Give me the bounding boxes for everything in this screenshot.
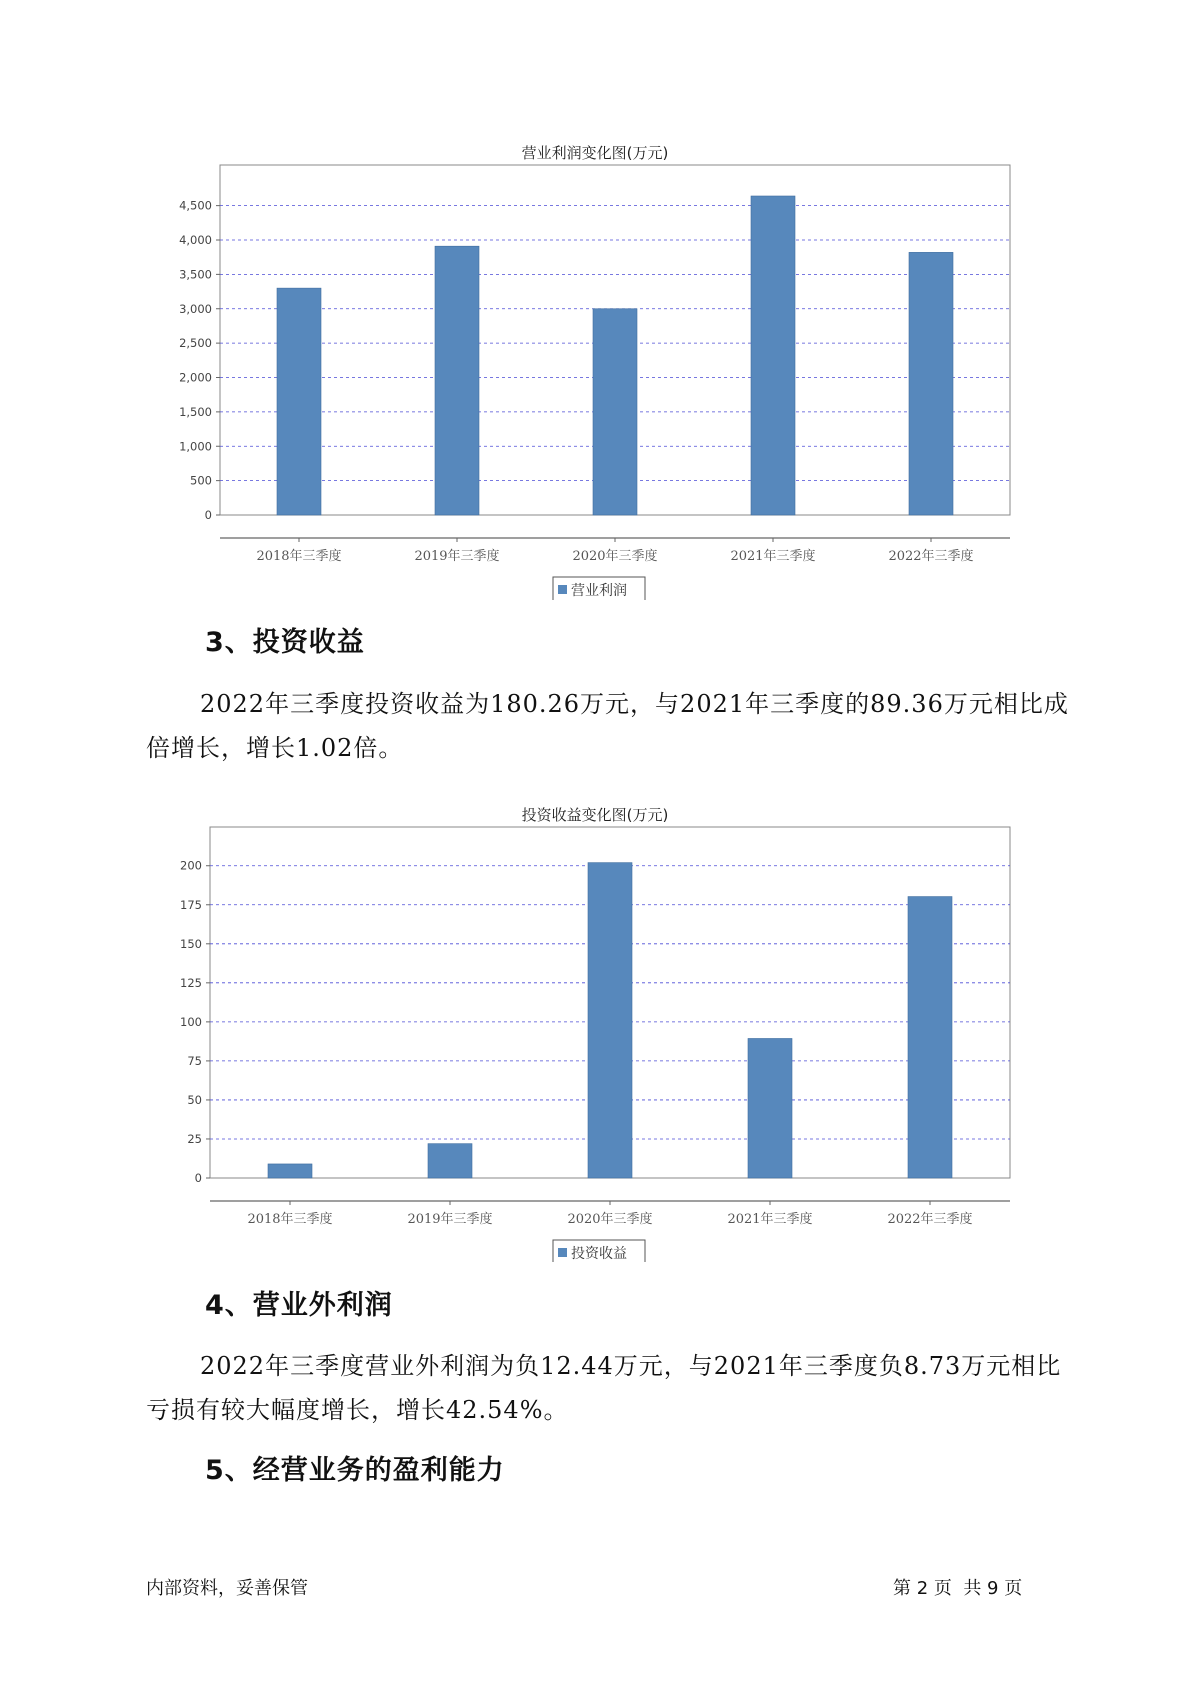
y-tick-label: 500 [190,473,212,488]
y-tick-label: 1,000 [179,439,212,454]
x-tick-label: 2022年三季度 [888,549,974,564]
legend-swatch [558,1248,567,1257]
y-tick-label: 200 [180,858,202,873]
y-tick-label: 1,500 [179,404,212,419]
chart-title: 营业利润变化图(万元) [521,144,669,162]
bar [748,1038,792,1178]
section-3-heading: 3、投资收益 [205,627,365,658]
bar [593,309,637,515]
y-tick-label: 4,000 [179,233,212,247]
y-tick-label: 2,000 [179,370,212,385]
y-tick-label: 0 [194,1171,202,1185]
section-3-paragraph: 2022年三季度投资收益为180.26万元，与2021年三季度的89.36万元相比成倍增长，增长1.02倍。 [146,690,1069,762]
y-tick-label: 3,000 [179,301,212,316]
section-4-paragraph: 2022年三季度营业外利润为负12.44万元，与2021年三季度负8.73万元相比亏损有较大幅度增长，增长42.54%。 [146,1352,1062,1424]
investment-income-chart-svg [0,792,1191,1262]
x-tick-label: 2018年三季度 [247,1212,333,1227]
investment-income-chart [0,792,1191,1262]
y-tick-label: 4,500 [179,198,212,213]
bar [435,246,479,515]
bar [751,196,795,515]
y-tick-label: 125 [180,975,202,990]
x-tick-label: 2020年三季度 [572,549,658,564]
legend-swatch [558,585,567,594]
bar [908,897,952,1178]
footer-page-number: 第 2 页 共 9 页 [893,1578,1023,1599]
bar [268,1164,312,1178]
y-tick-label: 50 [187,1092,202,1107]
y-tick-label: 150 [180,936,202,951]
section-5-heading: 5、经营业务的盈利能力 [205,1455,505,1486]
bar [588,863,632,1178]
x-tick-label: 2021年三季度 [727,1212,813,1227]
bar [909,252,953,515]
x-tick-label: 2022年三季度 [887,1212,973,1227]
bar [277,288,321,515]
bar [428,1144,472,1178]
y-tick-label: 0 [204,508,212,522]
y-tick-label: 100 [180,1014,202,1029]
y-tick-label: 75 [187,1053,202,1068]
y-tick-label: 25 [187,1131,202,1146]
legend-label: 投资收益 [571,1246,627,1262]
section-4-heading: 4、营业外利润 [205,1290,393,1321]
operating-profit-chart-svg [0,130,1191,600]
footer-confidential-note: 内部资料，妥善保管 [146,1578,308,1599]
operating-profit-chart [0,130,1191,600]
y-tick-label: 3,500 [179,267,212,282]
x-tick-label: 2019年三季度 [407,1212,493,1227]
x-tick-label: 2021年三季度 [730,549,816,564]
x-tick-label: 2020年三季度 [567,1212,653,1227]
legend-label: 营业利润 [571,583,627,599]
y-tick-label: 175 [180,897,202,912]
legend [553,577,645,600]
chart-title: 投资收益变化图(万元) [521,806,669,824]
legend [553,1240,645,1262]
x-tick-label: 2019年三季度 [414,549,500,564]
x-tick-label: 2018年三季度 [256,549,342,564]
y-tick-label: 2,500 [179,336,212,351]
